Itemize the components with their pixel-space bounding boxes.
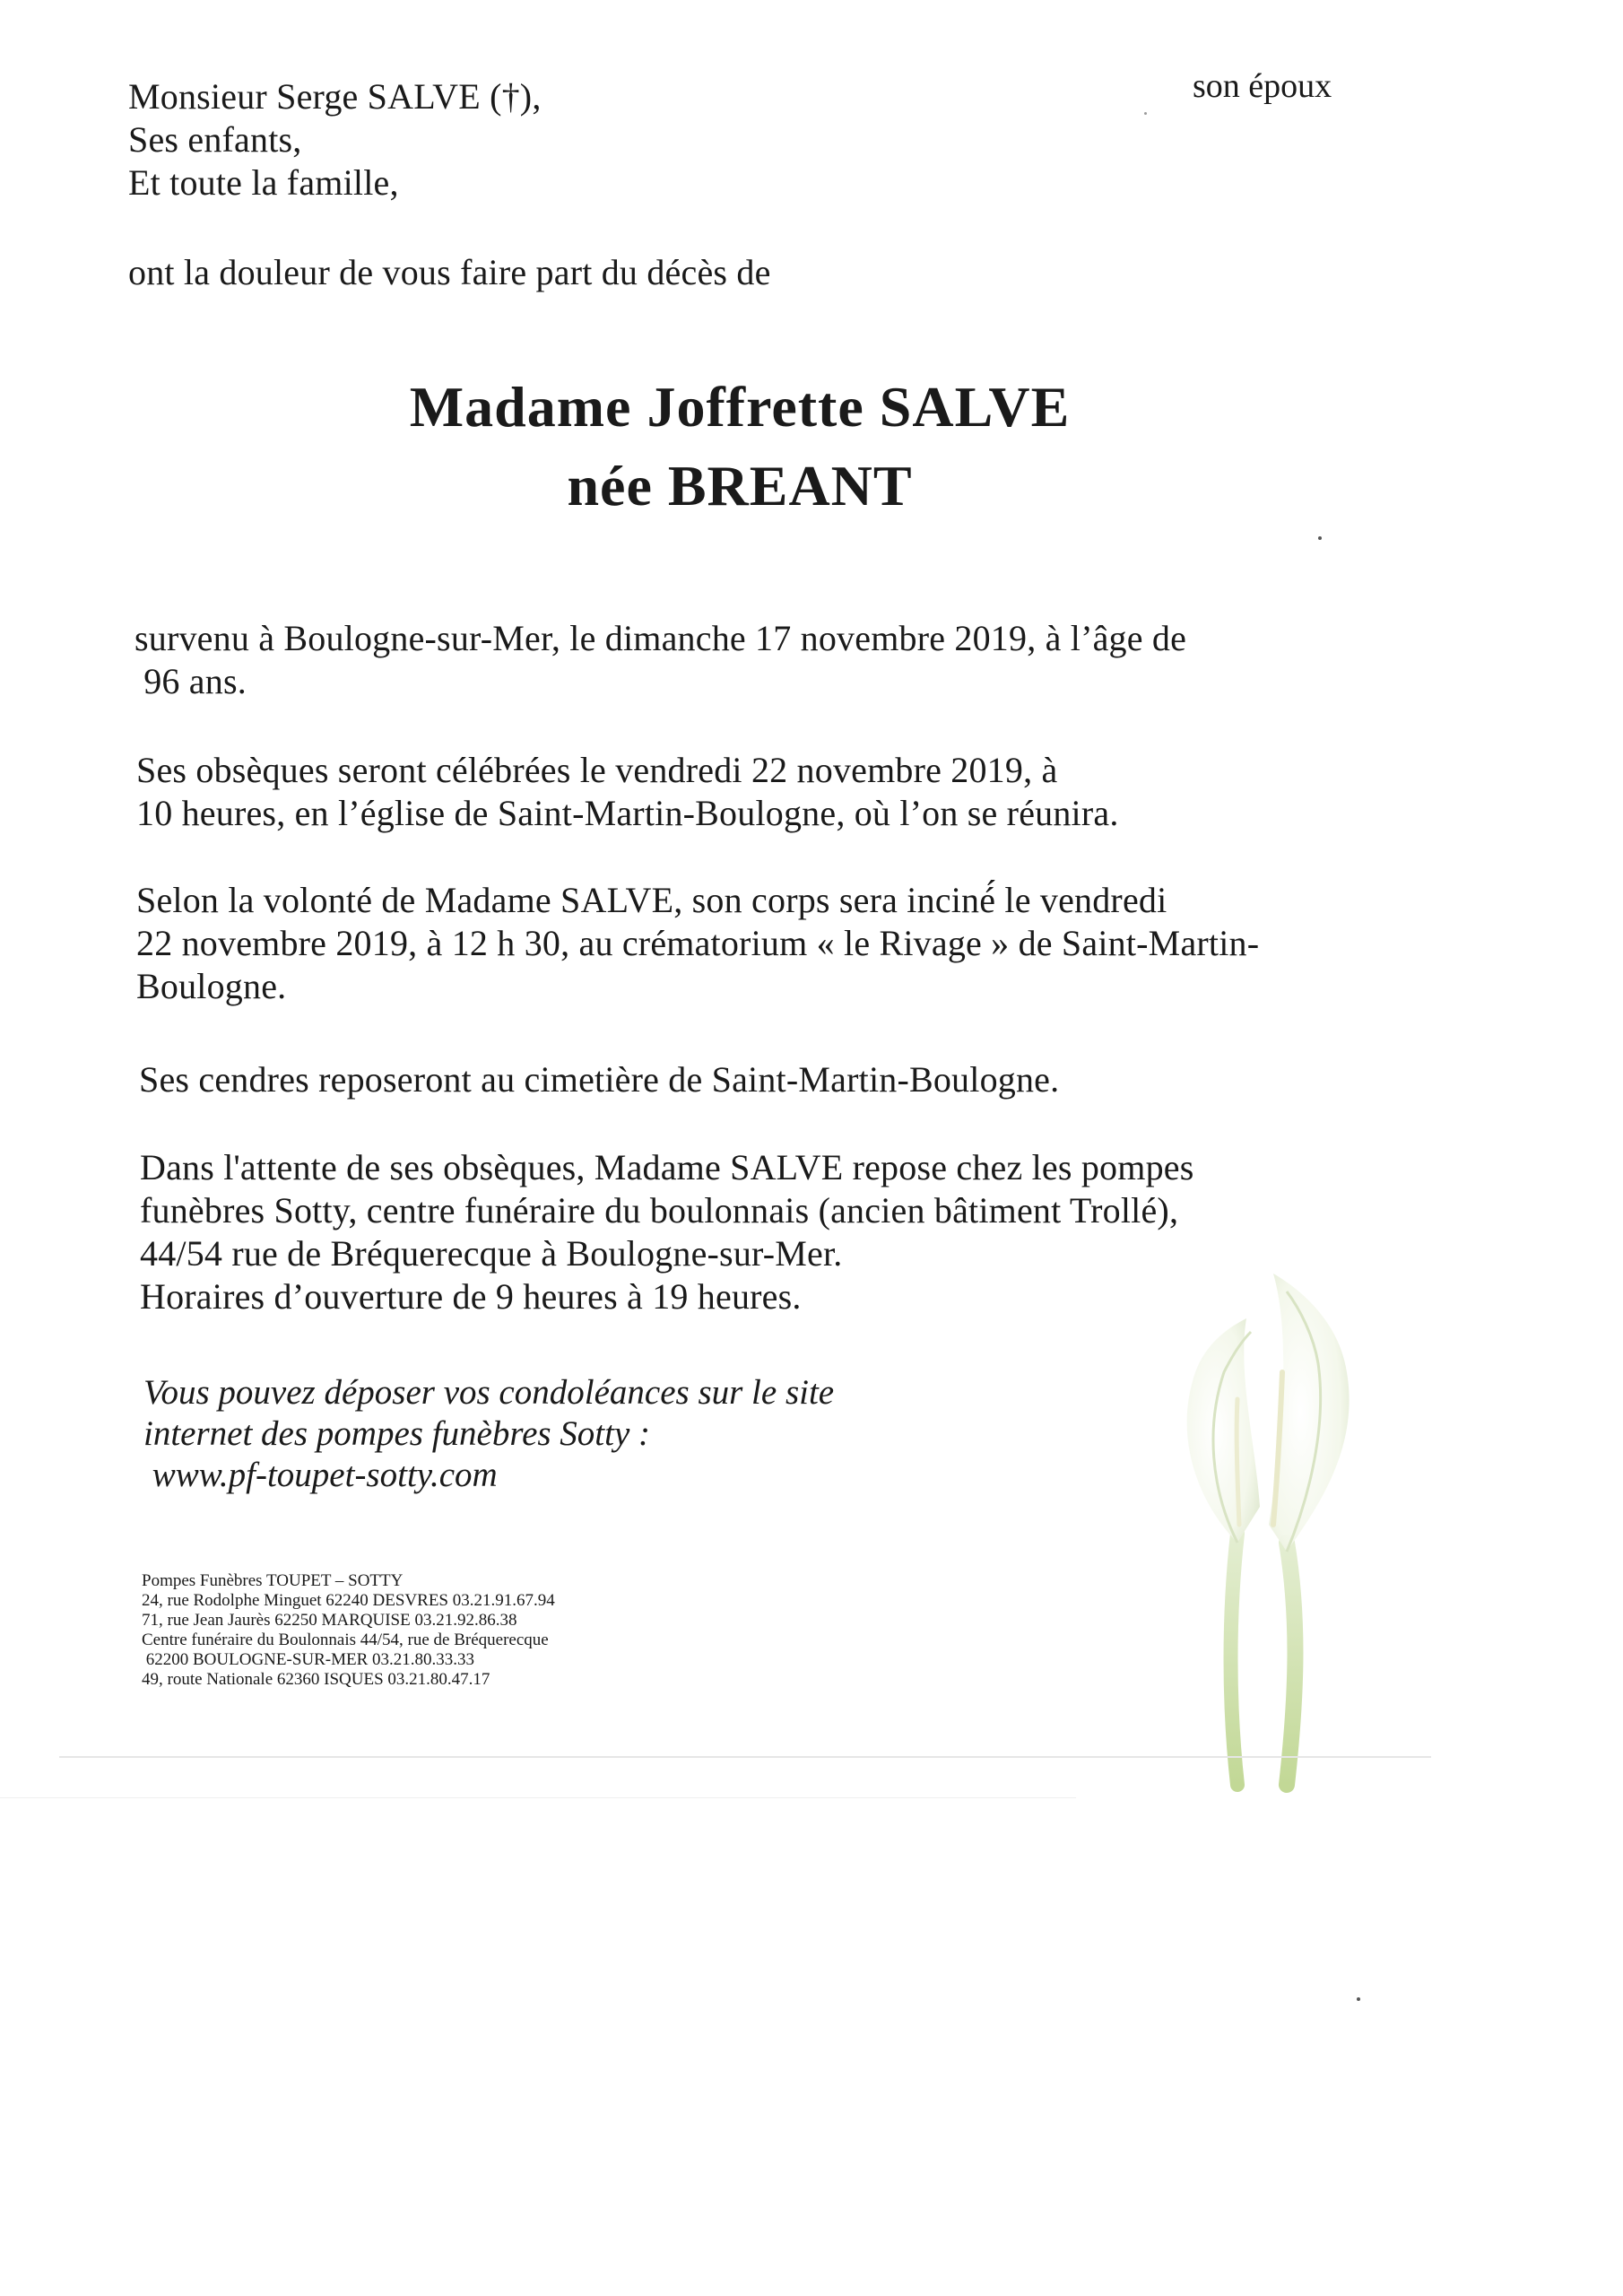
scan-speck: [1357, 1997, 1360, 2001]
paragraph-line: funèbres Sotty, centre funéraire du boulonnais (ancien bâtiment Trollé),: [140, 1190, 1179, 1231]
deceased-name: Madame Joffrette SALVE: [409, 375, 1071, 439]
cremation-paragraph: [136, 879, 1259, 1008]
family-line-children: Ses enfants,: [128, 119, 302, 160]
family-signatories: [128, 75, 542, 204]
scan-speck: [1318, 536, 1322, 540]
paragraph-line: Selon la volonté de Madame SALVE, son corps sera inciné́ le vendredi: [136, 880, 1167, 920]
paragraph-line: 10 heures, en l’église de Saint-Martin-Boulogne, où l’on se réunira.: [136, 793, 1119, 833]
deceased-maiden-name: née BREANT: [567, 454, 913, 517]
announcement-intro: ont la douleur de vous faire part du décès de: [128, 252, 771, 292]
paragraph-line: Horaires d’ouverture de 9 heures à 19 heures.: [140, 1276, 802, 1317]
footer-address: 49, route Nationale 62360 ISQUES 03.21.80.47.17: [142, 1670, 490, 1689]
death-paragraph: [135, 617, 1186, 703]
funeral-home-footer: [142, 1571, 555, 1690]
family-line-spouse: Monsieur Serge SALVE (†),: [128, 76, 542, 117]
condolences-paragraph: [143, 1372, 834, 1496]
footer-address: 24, rue Rodolphe Minguet 62240 DESVRES 03.21.91.67.94: [142, 1591, 555, 1610]
footer-address: Centre funéraire du Boulonnais 44/54, rue de Bréquerecque: [142, 1631, 549, 1649]
funeral-paragraph: [136, 749, 1119, 835]
paragraph-line: Boulogne.: [136, 966, 287, 1006]
footer-company: Pompes Funèbres TOUPET – SOTTY: [142, 1571, 404, 1590]
scan-speck: [1144, 112, 1147, 115]
footer-address: 62200 BOULOGNE-SUR-MER 03.21.80.33.33: [142, 1650, 475, 1669]
divider-line: [0, 1797, 1076, 1798]
viewing-paragraph: [140, 1146, 1194, 1318]
ashes-paragraph: Ses cendres reposeront au cimetière de Saint-Martin-Boulogne.: [139, 1059, 1060, 1100]
paragraph-line: Vous pouvez déposer vos condoléances sur le site: [143, 1373, 835, 1412]
family-line-relatives: Et toute la famille,: [128, 162, 399, 203]
condolences-website: www.pf-toupet-sotty.com: [143, 1456, 498, 1494]
calla-lily-icon: [1103, 1238, 1444, 1798]
divider-line: [59, 1756, 1431, 1758]
paragraph-line: 22 novembre 2019, à 12 h 30, au crématorium « le Rivage » de Saint-Martin-: [136, 923, 1260, 963]
paragraph-line: Ses obsèques seront célébrées le vendredi 22 novembre 2019, à: [136, 750, 1058, 790]
paragraph-line: 44/54 rue de Bréquerecque à Boulogne-sur-Mer.: [140, 1233, 843, 1274]
deceased-name-block: [0, 368, 1480, 526]
paragraph-line: internet des pompes funèbres Sotty :: [143, 1414, 651, 1453]
paragraph-line: 96 ans.: [135, 661, 247, 701]
paragraph-line: Dans l'attente de ses obsèques, Madame SALVE repose chez les pompes: [140, 1147, 1194, 1187]
spouse-label: son époux: [1193, 67, 1332, 105]
footer-address: 71, rue Jean Jaurès 62250 MARQUISE 03.21.92.86.38: [142, 1611, 517, 1630]
paragraph-line: survenu à Boulogne-sur-Mer, le dimanche 17 novembre 2019, à l’âge de: [135, 618, 1187, 658]
